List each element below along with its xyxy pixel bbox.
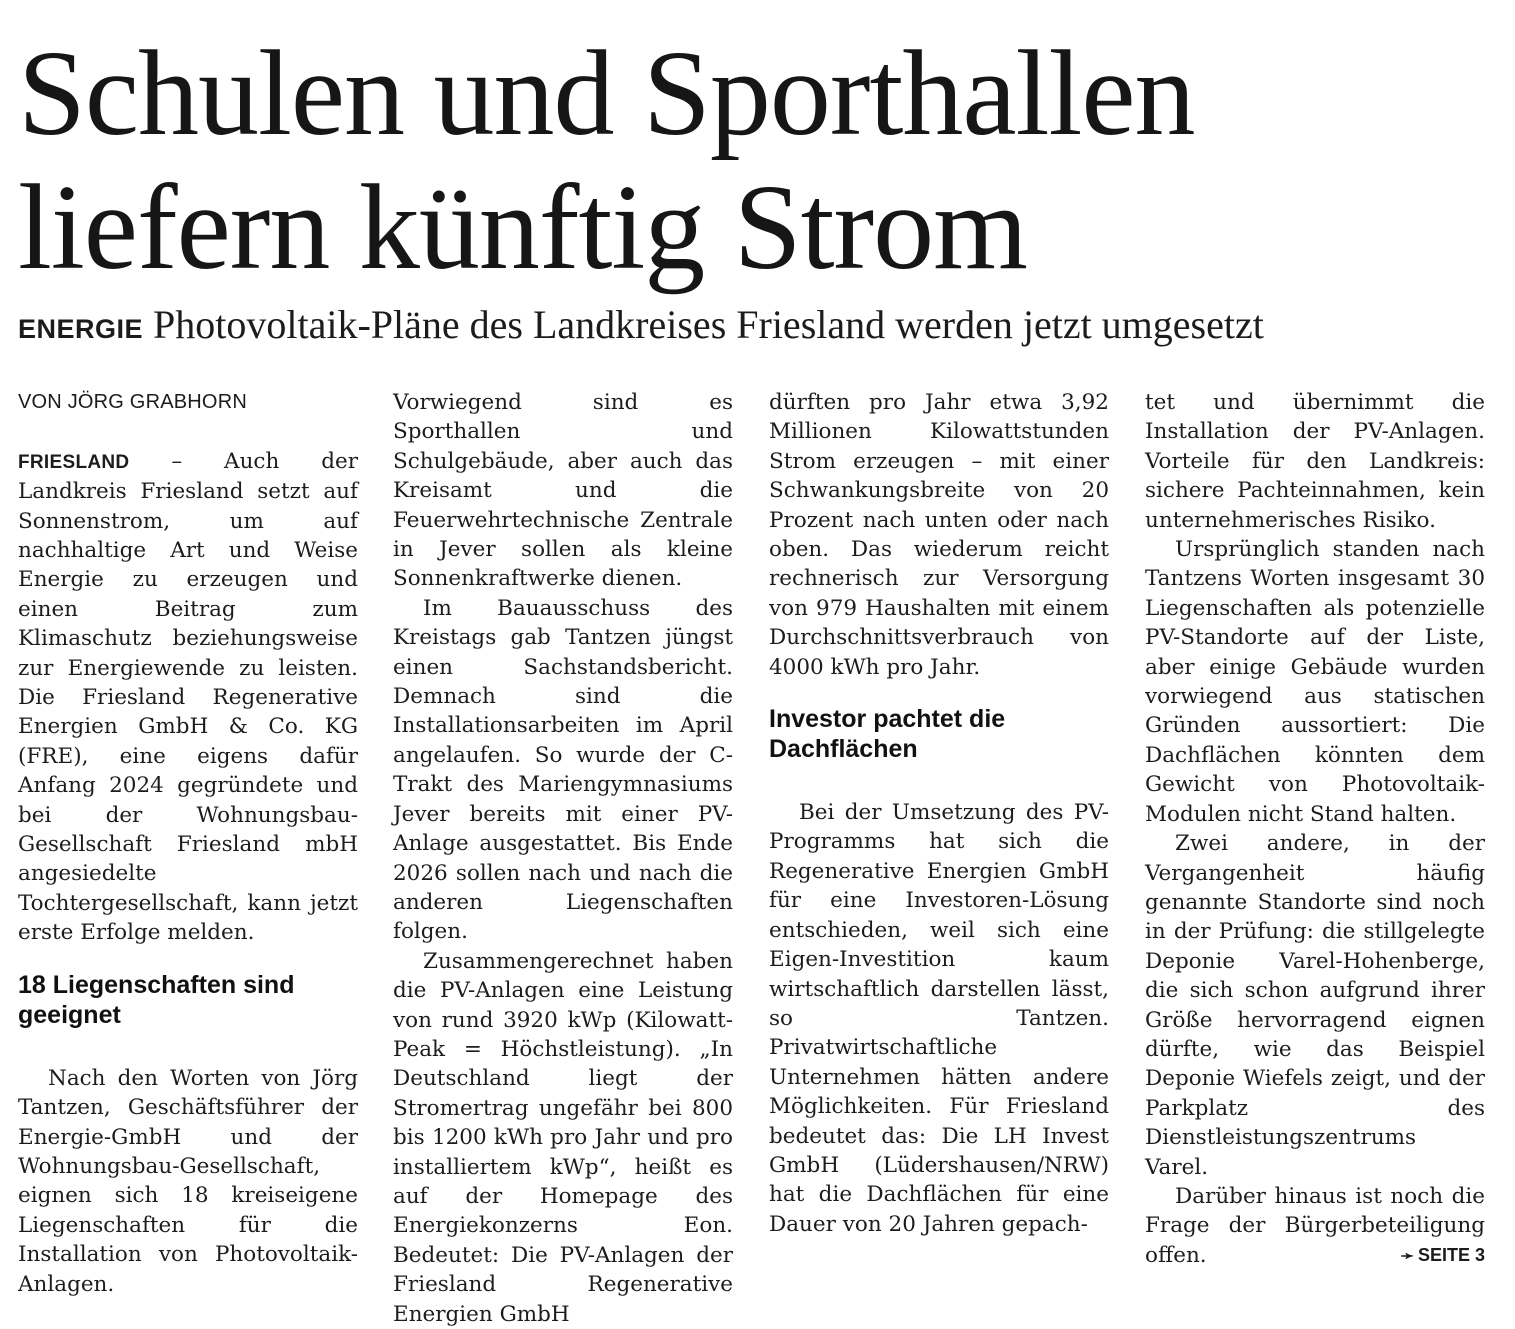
byline: VON JÖRG GRABHORN (18, 391, 247, 413)
subheading-1: 18 Liegenschaften sind geeignet (18, 970, 295, 1029)
continued-page-label: SEITE 3 (1417, 1245, 1485, 1266)
intro-paragraph (18, 447, 358, 948)
body-paragraph: Ursprünglich standen nach Tantzens Worten insgesamt 30 Liegenschaften als potenzielle PV-Standorte auf der Liste, aber einige Gebäude wurden vorwiegend aus statischen Gründen aussortiert: Die Dachflächen könnten dem Gewicht von Photovoltaik-Modulen nicht Stand halten. (1145, 537, 1485, 827)
subheadline (18, 300, 1264, 354)
headline-line-2: liefern künftig Strom (18, 160, 1028, 295)
topic-kicker: ENERGIE (18, 314, 144, 344)
column-2 (393, 388, 733, 1329)
subheadline-text: Photovoltaik-Pläne des Landkreises Friesland werden jetzt umgesetzt (153, 302, 1264, 347)
subheading-2: Investor pachtet die Dachflächen (769, 705, 1006, 764)
body-paragraph: Bei der Umsetzung des PV-Programms hat sich die Regenerative Energien GmbH für eine Investoren-Lösung entschieden, weil sich eine Eigen-Investition kaum wirtschaftlich darstellen lässt, so Tantzen. Privatwirtschaftliche Unternehmen hätten andere Möglichkeiten. Für Friesland bedeutet das: Die LH Invest GmbH (Lüdershausen/NRW) hat die Dachflächen für eine Dauer von 20 Jahren gepach- (769, 800, 1109, 1237)
body-paragraph: Nach den Worten von Jörg Tantzen, Geschäftsführer der Energie-GmbH und der Wohnungsbau-Gesellschaft, eignen sich 18 kreiseigene Liegenschaften für die Installation von Photovoltaik-Anlagen. (18, 1065, 358, 1297)
arrow-right-icon: ➛ (1400, 1248, 1414, 1266)
body-paragraph: Darüber hinaus ist noch die Frage der Bürgerbeteiligung offen. (1145, 1183, 1485, 1268)
body-paragraph: tet und übernimmt die Installation der PV-Anlagen. Vorteile für den Landkreis: sichere Pachteinnahmen, kein unternehmerisches Risiko. (1145, 390, 1485, 533)
column-1 (18, 388, 358, 1299)
dateline: FRIESLAND (18, 451, 130, 473)
headline-line-1: Schulen und Sporthallen (18, 26, 1195, 161)
body-paragraph: Im Bauausschuss des Kreistags gab Tantzen jüngst einen Sachstandsbericht. Demnach sind die Installationsarbeiten im April angelaufen. So wurde der C-Trakt des Mariengymnasiums Jever bereits mit einer PV-Anlage ausgestattet. Bis Ende 2026 sollen nach und nach die anderen Liegenschaften folgen. (393, 595, 733, 945)
body-paragraph: Vorwiegend sind es Sporthallen und Schulgebäude, aber auch das Kreisamt und die Feuerwehrtechnische Zentrale in Jever sollen als kleine Sonnenkraftwerke dienen. (393, 390, 733, 592)
column-4 (1145, 388, 1485, 1272)
body-paragraph: Zusammengerechnet haben die PV-Anlagen eine Leistung von rund 3920 kWp (Kilowatt-Peak = Höchstleistung). „In Deutschland liegt der Stromertrag ungefähr bei 800 bis 1200 kWh pro Jahr und pro installiertem kWp“, heißt es auf der Homepage des Energiekonzerns Eon. Bedeutet: Die PV-Anlagen der Friesland Regenerative Energien GmbH (393, 948, 733, 1327)
body-paragraph: Zwei andere, in der Vergangenheit häufig genannte Standorte sind noch in der Prüfung: die stillgelegte Deponie Varel-Hohenberge, die sich schon aufgrund ihrer Größe hervorragend eignen dürfte, wie das Beispiel Deponie Wiefels zeigt, und der Parkplatz des Dienstleistungszentrums Varel. (1145, 831, 1485, 1180)
body-paragraph: dürften pro Jahr etwa 3,92 Millionen Kilowattstunden Strom erzeugen – mit einer Schwankungsbreite von 20 Prozent nach unten oder nach oben. Das wiederum reicht rechnerisch zur Versorgung von 979 Haushalten mit einem Durchschnittsverbrauch von 4000 kWh pro Jahr. (769, 390, 1109, 680)
column-3 (769, 388, 1109, 1239)
intro-text: – Auch der Landkreis Friesland setzt auf Sonnenstrom, um auf nachhaltige Art und Weise Energie zu erzeugen und einen Beitrag zum Klimaschutz beziehungsweise zur Energiewende zu leisten. Die Friesland Regenerative Energien GmbH & Co. KG (FRE), eine eigens dafür Anfang 2024 gegründete und bei der Wohnungsbau-Gesellschaft Friesland mbH angesiedelte Tochtergesellschaft, kann jetzt erste Erfolge melden. (18, 448, 358, 946)
